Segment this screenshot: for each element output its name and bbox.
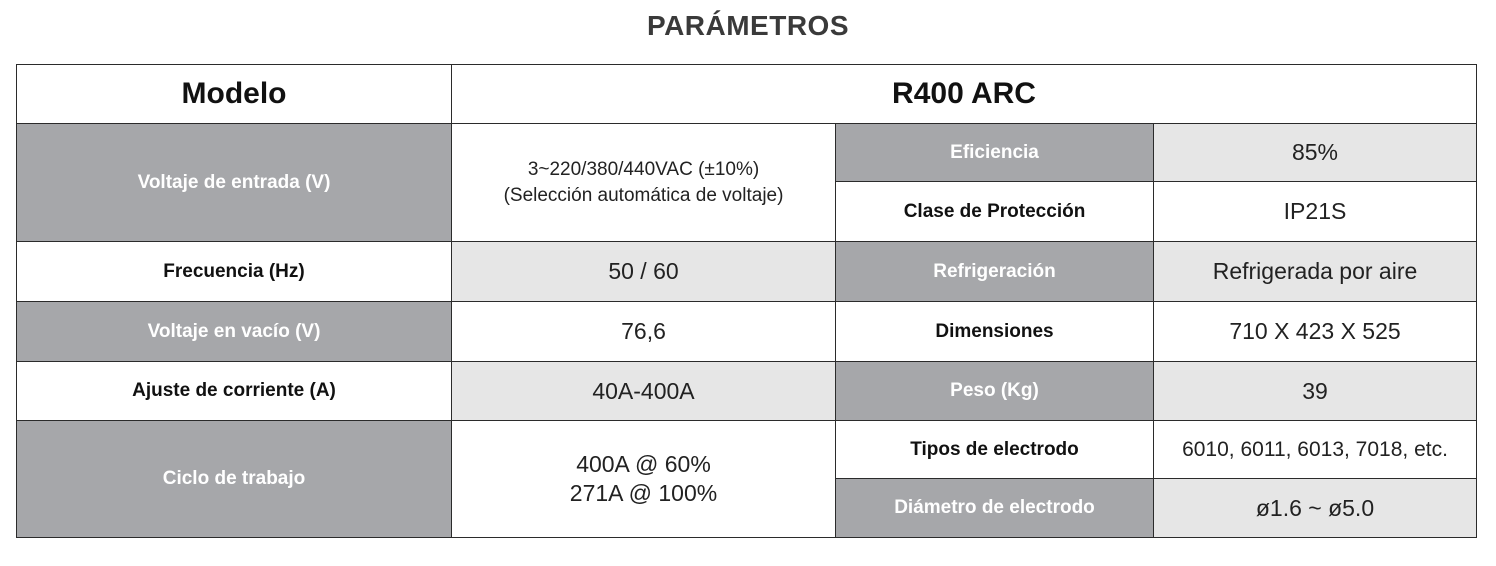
input-voltage-value <box>452 124 836 242</box>
specs-table <box>16 64 1477 538</box>
no-load-voltage-value: 76,6 <box>452 302 836 362</box>
protection-value: IP21S <box>1154 182 1477 242</box>
frequency-value: 50 / 60 <box>452 242 836 302</box>
table-row <box>17 362 1477 421</box>
efficiency-label: Eficiencia <box>836 124 1154 182</box>
current-adjust-value: 40A-400A <box>452 362 836 421</box>
table-row <box>17 421 1477 479</box>
input-voltage-label: Voltaje de entrada (V) <box>17 124 452 242</box>
dimensions-value: 710 X 423 X 525 <box>1154 302 1477 362</box>
duty-cycle-line1: 400A @ 60% <box>576 451 711 477</box>
duty-cycle-value <box>452 421 836 538</box>
page-title: PARÁMETROS <box>646 10 850 41</box>
input-voltage-line2: (Selección automática de voltaje) <box>503 184 784 206</box>
electrode-types-label: Tipos de electrodo <box>836 421 1154 479</box>
duty-cycle-label: Ciclo de trabajo <box>17 421 452 538</box>
table-row <box>17 124 1477 182</box>
table-header-row <box>17 65 1477 124</box>
frequency-label: Frecuencia (Hz) <box>17 242 452 302</box>
no-load-voltage-label: Voltaje en vacío (V) <box>17 302 452 362</box>
efficiency-value: 85% <box>1154 124 1477 182</box>
weight-value: 39 <box>1154 362 1477 421</box>
electrode-diameter-label: Diámetro de electrodo <box>836 479 1154 538</box>
dimensions-label: Dimensiones <box>836 302 1154 362</box>
protection-label: Clase de Protección <box>836 182 1154 242</box>
cooling-value: Refrigerada por aire <box>1154 242 1477 302</box>
current-adjust-label: Ajuste de corriente (A) <box>17 362 452 421</box>
model-label: Modelo <box>17 65 452 124</box>
cooling-label: Refrigeración <box>836 242 1154 302</box>
model-value: R400 ARC <box>452 65 1477 124</box>
weight-label: Peso (Kg) <box>836 362 1154 421</box>
input-voltage-line1: 3~220/380/440VAC (±10%) <box>527 158 760 180</box>
duty-cycle-line2: 271A @ 100% <box>569 480 718 506</box>
electrode-diameter-value: ø1.6 ~ ø5.0 <box>1154 479 1477 538</box>
electrode-types-value: 6010, 6011, 6013, 7018, etc. <box>1154 421 1477 479</box>
table-row <box>17 242 1477 302</box>
table-row <box>17 302 1477 362</box>
